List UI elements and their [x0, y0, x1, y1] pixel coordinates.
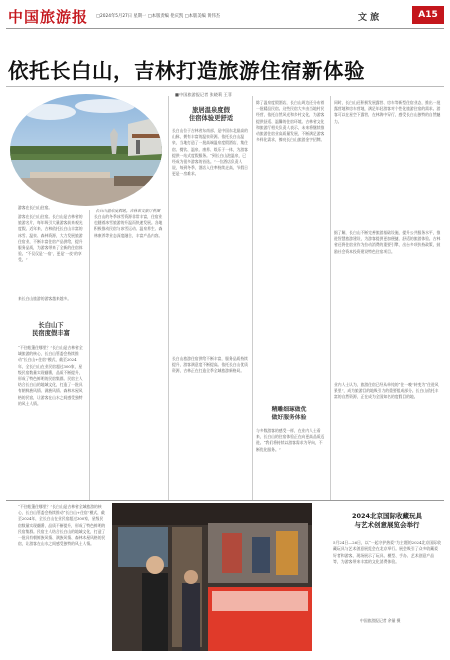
photo-caption-credit: 长白山温泉度假地。吉林省文旅厅供图	[95, 208, 160, 213]
left-column-text-3: “不住帐篷住哪里？”长白山是吉林省全域旅游的核心，长白山管委会持续推动“长白山+住宿”模式，截至2024年，全长白山在业民宿超过300家，星级民宿数量实现翻番，品质不断提升，形成了特色鲜明的民宿集群。民宿主人结合长白山的地域文化，打造了一批具有朝鲜族风情、满族风情、森林木屋风格的民宿，让游客在山水之间感受独特的风土人情。	[18, 345, 83, 406]
left-column-text-2: 来长白山旅游的游客越来越多。	[18, 296, 72, 301]
left-subheading: 长白山下 民宿度假丰富	[32, 322, 70, 337]
middle-column-text-2: 长白山旅游住宿供给不断丰富，服务品质持续提升，游客满意度不断提高。依托长白山优质资源，吉林正在打造全季全域旅游新格局。	[172, 356, 248, 374]
section-label: 文 旅	[358, 13, 380, 23]
column-2-text: 长白山的冬季冰雪资源非常丰富，住宿业也随着冰雪旅游的升温而快速发展。各地积极推动民宿与冰雪运动、温泉养生、森林康养等业态深度融合，丰富产品内容。	[94, 214, 163, 238]
column-divider	[89, 210, 90, 500]
photo-caption: 游客在长白山住宿。	[18, 205, 53, 210]
column-divider	[168, 96, 169, 500]
right-column-text-2: 据了解，长白山不断完善旅游基础设施，提升公共服务水平，推进智慧旅游建设，为游客提供更加便捷、舒适的旅游体验。吉林省还将住宿业作为拉动消费的重要引擎，出台多项扶持政策，鼓励社会资本投资建设特色住宿项目。	[334, 230, 441, 254]
column-divider	[252, 96, 253, 500]
right-column-text-1: 同时，长白山还积极发展露营、房车等新型住宿业态，推出一批露营地和房车营地，满足年轻游客对个性化旅游住宿的需求。游客可以在星空下露营，在林海中穿行，感受长白山独特的自然魅力。	[334, 100, 441, 124]
left-column-text-1: 游客在长白山住宿。长白山是吉林省的旅游名片，每年吸引大量游客前来观光度假。近年来，吉林依托长白山丰富的冰雪、温泉、森林资源，大力发展旅游住宿业，不断丰富住宿产品供给，提升服务品质，为游客带来了全新的住宿体验。“不仅仅是‘一宿’，更是‘一夜’的享受。”	[18, 214, 83, 263]
headline-rule	[6, 86, 444, 87]
dateline: □2024年5月27日 星期一 □本版责编 伦庆凯 □本版美编 黄伟杰	[96, 14, 221, 19]
bottom-section-rule	[6, 500, 444, 501]
bottom-caption-text: 5月24日—26日，以“一起守护热爱”为主题的2024北京国际收藏玩具与艺术创意展览会在北京举行。展会吸引了众多收藏爱好者和游客，现场展示了玩具、模型、手办、艺术创意产品等，为游客带来丰富的文化消费体验。	[333, 540, 441, 565]
header-rule	[6, 28, 444, 29]
masthead-logo: 中国旅游报	[8, 8, 89, 26]
page-number: A15	[412, 6, 444, 24]
end-subheading: 精雕细琢做优 做好服务体验	[271, 407, 307, 421]
middle-column-text-1: 长白山位于吉林省东南部，是中国东北最高的山脉，拥有丰富的温泉资源。依托长白山温泉，当地打造了一批高端温泉度假酒店，集住宿、餐饮、温泉、康养、娱乐于一体，为游客提供一站式度假服务。“到长白山泡温泉，已经成为很多游客的首选。”一位酒店负责人说，每到冬季，酒店入住率持续走高，节假日更是一房难求。	[172, 128, 248, 177]
top-photo	[10, 94, 162, 206]
bottom-caption-title: 2024北京国际收藏玩具 与艺术创意展览会举行	[351, 512, 423, 529]
bottom-photo	[112, 503, 312, 651]
headline: 依托长白山，吉林打造旅游住宿新体验	[8, 59, 365, 83]
column-4-text-end: 与多数游客的感受一样，在业内人士看来，长白山的住宿体验正在向更高品质迈进。“我们将持续以游客需求为导向，不断优化服务。”	[256, 428, 325, 452]
bottom-photo-credit: 中国旅游报记者 余量 摄	[360, 618, 401, 623]
middle-subheading: 旅居温泉度假 住宿体验更舒适	[188, 107, 234, 122]
byline: ■中国旅游报记者 张晓莉 王菲	[175, 92, 232, 97]
column-divider	[330, 96, 331, 500]
column-4-text: 除了温泉度假酒店，长白山周边还分布着一批精品民宿。这些民宿大多由当地村民经营，依托自然风光和乡村文化，为游客提供舒适、温馨的住宿环境。吉林省文化和旅游厅相关负责人表示，未来将继续推动旅游住宿业高质量发展，不断满足游客多样化需求，擦亮长白山旅游金字招牌。	[256, 100, 325, 143]
bottom-left-text: “不住帐篷住哪里？”长白山是吉林省全域旅游的核心，长白山管委会持续推动“长白山+住宿”模式，截至2024年，全长白山在业民宿超过300家，星级民宿数量实现翻番，品质不断提升，形成了特色鲜明的民宿集群。民宿主人结合长白山的地域文化，打造了一批具有朝鲜族风情、满族风情、森林木屋风格的民宿，让游客在山水之间感受独特的风土人情。	[18, 504, 106, 547]
right-column-text-3: 业内人士认为，旅游住宿已经从单纯的“住一晚”转变为“住进风景里”，成为旅游目的地吸引力的重要组成部分。长白山依托丰富的自然资源，正在成为全国知名的度假目的地。	[334, 382, 439, 400]
